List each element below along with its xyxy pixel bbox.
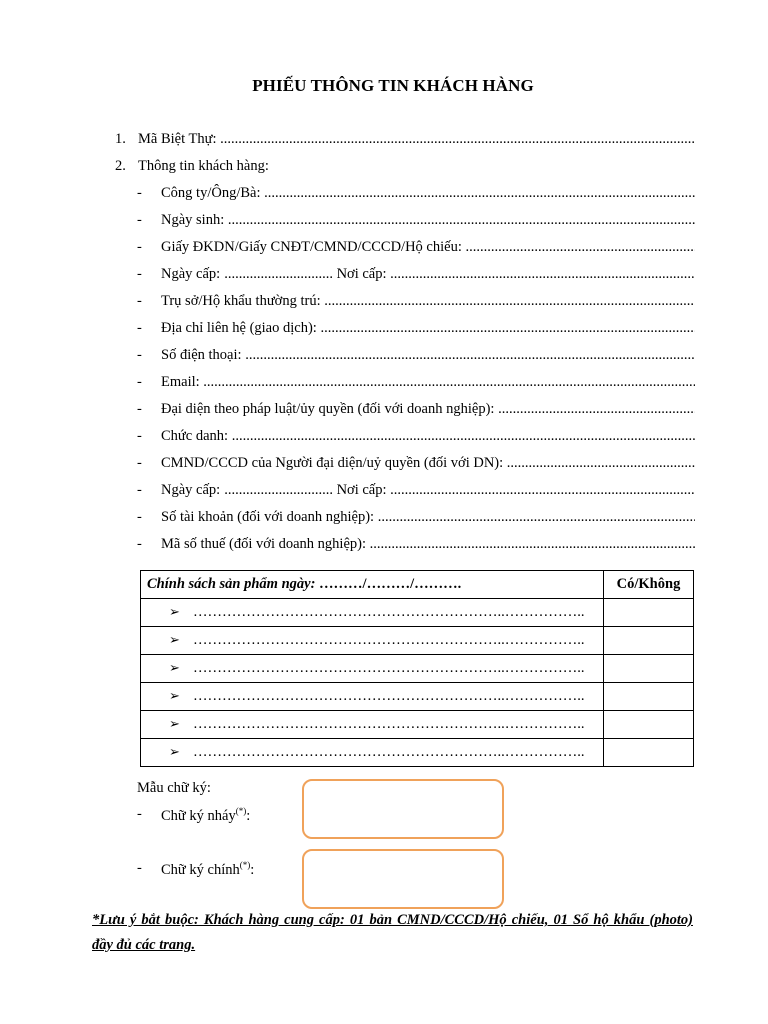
signature-sample-label: Mẫu chữ ký: (137, 780, 211, 796)
list-dash: - (137, 185, 142, 201)
field-label: Ngày cấp: .............................. Nơi cấp: ..... (161, 480, 695, 500)
policy-item-blank: ………………………………………………………..…………….. (193, 716, 585, 732)
list-dash: - (137, 374, 142, 390)
field-line (115, 318, 695, 338)
villa-code-label: Mã Biệt Thự: ..... (138, 129, 695, 149)
field-line (115, 345, 695, 365)
policy-table-header (141, 571, 694, 599)
list-dash: - (137, 536, 142, 552)
policy-date-blank: ………/………/………. (319, 576, 462, 592)
policy-row (141, 655, 694, 683)
policy-table (140, 570, 694, 767)
policy-row (141, 627, 694, 655)
arrow-bullet-icon: ➢ (169, 744, 180, 759)
yes-no-cell[interactable] (604, 683, 694, 711)
section-number: 1. (115, 131, 126, 147)
customer-info-heading (115, 156, 695, 176)
mandatory-note: *Lưu ý bắt buộc: Khách hàng cung cấp: 01 bản CMND/CCCD/Hộ chiếu, 01 Sổ hộ khẩu (photo) đầy đủ các trang. (92, 912, 693, 953)
list-dash: - (137, 482, 142, 498)
policy-item-cell[interactable] (141, 655, 604, 683)
list-dash: - (137, 239, 142, 255)
policy-item-blank: ………………………………………………………..…………….. (193, 632, 585, 648)
arrow-bullet-icon: ➢ (169, 632, 180, 647)
field-line (115, 534, 695, 554)
field-label: Số tài khoản (đối với doanh nghiệp): ..... (161, 507, 695, 527)
policy-item-blank: ………………………………………………………..…………….. (193, 744, 585, 760)
field-line (115, 453, 695, 473)
arrow-bullet-icon: ➢ (169, 660, 180, 675)
customer-info-label: Thông tin khách hàng: (138, 158, 269, 174)
policy-row (141, 599, 694, 627)
document-title: PHIẾU THÔNG TIN KHÁCH HÀNG (252, 76, 534, 95)
policy-header-cell: Chính sách sản phẩm ngày: ………/………/………. (141, 571, 604, 599)
arrow-bullet-icon: ➢ (169, 604, 180, 619)
field-label: Chức danh: ..... (161, 426, 695, 446)
field-label: Đại diện theo pháp luật/ủy quyền (đối với doanh nghiệp): ..... (161, 399, 695, 419)
field-label: Công ty/Ông/Bà: ..... (161, 183, 695, 203)
field-label: Giấy ĐKDN/Giấy CNĐT/CMND/CCCD/Hộ chiếu: ..... (161, 237, 695, 257)
field-line (115, 399, 695, 419)
policy-row (141, 711, 694, 739)
field-line (115, 291, 695, 311)
list-dash: - (137, 428, 142, 444)
policy-row (141, 683, 694, 711)
field-line (115, 183, 695, 203)
yes-no-cell[interactable] (604, 711, 694, 739)
field-line (115, 507, 695, 527)
field-line (115, 426, 695, 446)
yes-no-cell[interactable] (604, 599, 694, 627)
policy-item-blank: ………………………………………………………..…………….. (193, 604, 585, 620)
initial-signature-box[interactable] (302, 779, 504, 839)
field-label: Mã số thuế (đối với doanh nghiệp): ..... (161, 534, 695, 554)
field-label: Ngày sinh: ..... (161, 210, 695, 230)
field-line (115, 264, 695, 284)
yes-no-cell[interactable] (604, 739, 694, 767)
list-dash: - (137, 455, 142, 471)
list-dash: - (137, 806, 142, 822)
list-dash: - (137, 401, 142, 417)
list-dash: - (137, 293, 142, 309)
policy-item-blank: ………………………………………………………..…………….. (193, 688, 585, 704)
arrow-bullet-icon: ➢ (169, 688, 180, 703)
field-label: CMND/CCCD của Người đại diện/uỷ quyền (đối với DN): ..... (161, 453, 695, 473)
yes-no-cell[interactable] (604, 655, 694, 683)
list-dash: - (137, 509, 142, 525)
policy-item-cell[interactable] (141, 683, 604, 711)
policy-item-cell[interactable] (141, 711, 604, 739)
list-dash: - (137, 860, 142, 876)
policy-item-cell[interactable] (141, 739, 604, 767)
field-label: Ngày cấp: .............................. Nơi cấp: ..... (161, 264, 695, 284)
initial-signature-label: Chữ ký nháy(*): (161, 806, 251, 824)
policy-item-cell[interactable] (141, 627, 604, 655)
main-signature-label: Chữ ký chính(*): (161, 860, 255, 878)
field-line (115, 372, 695, 392)
section-number: 2. (115, 158, 126, 174)
list-dash: - (137, 320, 142, 336)
field-label: Số điện thoại: ..... (161, 345, 695, 365)
list-dash: - (137, 347, 142, 363)
field-label: Địa chỉ liên hệ (giao dịch): ..... (161, 318, 695, 338)
policy-item-blank: ………………………………………………………..…………….. (193, 660, 585, 676)
field-label: Trụ sở/Hộ khẩu thường trú: ..... (161, 291, 695, 311)
field-line (115, 237, 695, 257)
field-line (115, 210, 695, 230)
field-line (115, 480, 695, 500)
yes-no-cell[interactable] (604, 627, 694, 655)
yes-no-header: Có/Không (604, 571, 694, 599)
list-dash: - (137, 266, 142, 282)
list-dash: - (137, 212, 142, 228)
villa-code-line (115, 129, 695, 149)
policy-item-cell[interactable] (141, 599, 604, 627)
field-label: Email: ..... (161, 372, 695, 392)
policy-row (141, 739, 694, 767)
arrow-bullet-icon: ➢ (169, 716, 180, 731)
main-signature-box[interactable] (302, 849, 504, 909)
